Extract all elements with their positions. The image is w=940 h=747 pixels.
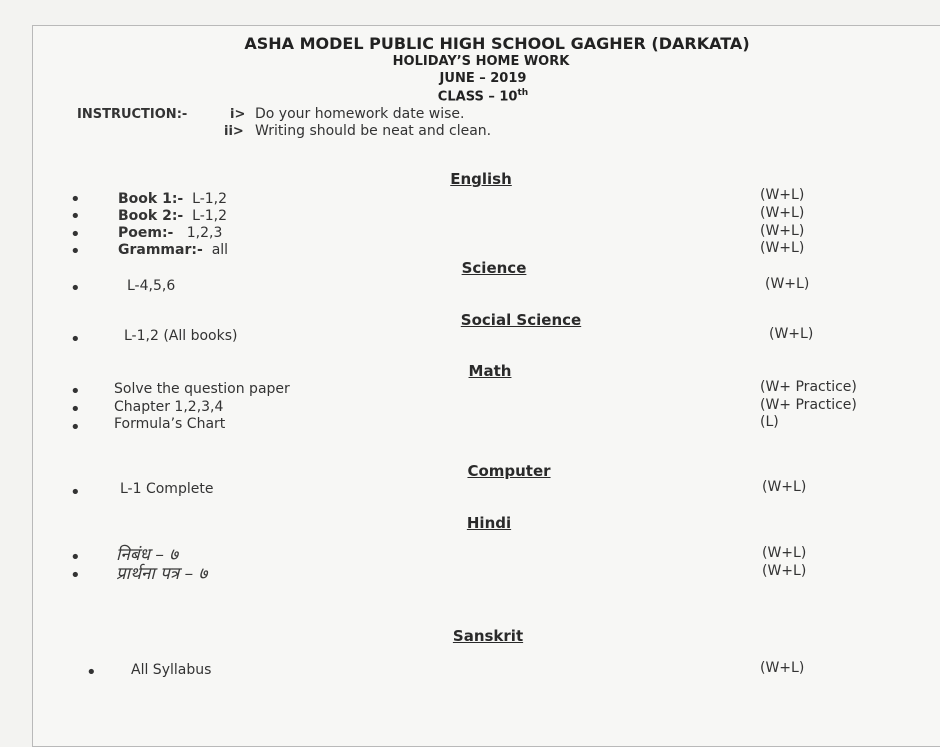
handwritten-item: प्रार्थना पत्र – ७: [116, 564, 208, 584]
work-type-note: (W+ Practice): [760, 379, 857, 395]
instruction-number: ii>: [224, 124, 244, 139]
list-item: Formula’s Chart: [114, 416, 226, 432]
bullet-icon: •: [70, 329, 81, 350]
list-item: L-4,5,6: [127, 278, 176, 294]
handwritten-item: निबंध – ७: [116, 545, 179, 565]
work-type-note: (W+L): [760, 240, 805, 256]
bullet-icon: •: [70, 565, 81, 586]
work-type-note: (W+L): [765, 276, 810, 292]
work-type-note: (W+L): [769, 326, 814, 342]
bullet-icon: •: [70, 189, 81, 210]
section-heading-english: English: [450, 170, 512, 188]
instruction-label: INSTRUCTION:-: [77, 107, 188, 122]
work-type-note: (L): [760, 414, 779, 430]
section-heading-computer: Computer: [467, 462, 551, 480]
work-type-note: (W+ Practice): [760, 397, 857, 413]
instruction-text: Do your homework date wise.: [255, 106, 465, 122]
section-heading-social-science: Social Science: [460, 311, 582, 329]
bullet-icon: •: [70, 206, 81, 227]
bullet-icon: •: [70, 482, 81, 503]
bullet-icon: •: [70, 381, 81, 402]
list-item: L-1 Complete: [120, 481, 214, 497]
instruction-number: i>: [230, 107, 246, 122]
school-name: ASHA MODEL PUBLIC HIGH SCHOOL GAGHER (DARKATA): [244, 34, 750, 53]
document-subtitle: HOLIDAY’S HOME WORK: [392, 54, 570, 69]
work-type-note: (W+L): [760, 205, 805, 221]
list-item: Solve the question paper: [114, 381, 290, 397]
list-item: Chapter 1,2,3,4: [114, 399, 224, 415]
instruction-text: Writing should be neat and clean.: [255, 123, 492, 139]
bullet-icon: •: [70, 278, 81, 299]
list-item: All Syllabus: [131, 662, 212, 678]
work-type-note: (W+L): [760, 223, 805, 239]
class-label: CLASS – 10th: [437, 88, 529, 105]
bullet-icon: •: [70, 547, 81, 568]
month-year: JUNE – 2019: [439, 71, 527, 86]
work-type-note: (W+L): [762, 479, 807, 495]
list-item: L-1,2 (All books): [124, 328, 238, 344]
section-heading-science: Science: [461, 259, 527, 277]
list-item: Book 2:- L-1,2: [118, 208, 228, 224]
work-type-note: (W+L): [762, 545, 807, 561]
work-type-note: (W+L): [760, 187, 805, 203]
bullet-icon: •: [70, 399, 81, 420]
section-heading-math: Math: [468, 362, 512, 380]
bullet-icon: •: [86, 662, 97, 683]
bullet-icon: •: [70, 224, 81, 245]
bullet-icon: •: [70, 417, 81, 438]
section-heading-sanskrit: Sanskrit: [452, 627, 524, 645]
work-type-note: (W+L): [762, 563, 807, 579]
section-heading-hindi: Hindi: [466, 514, 512, 532]
work-type-note: (W+L): [760, 660, 805, 676]
list-item: Book 1:- L-1,2: [118, 191, 228, 207]
list-item: Poem:- 1,2,3: [118, 225, 223, 241]
list-item: Grammar:- all: [118, 242, 229, 258]
bullet-icon: •: [70, 241, 81, 262]
